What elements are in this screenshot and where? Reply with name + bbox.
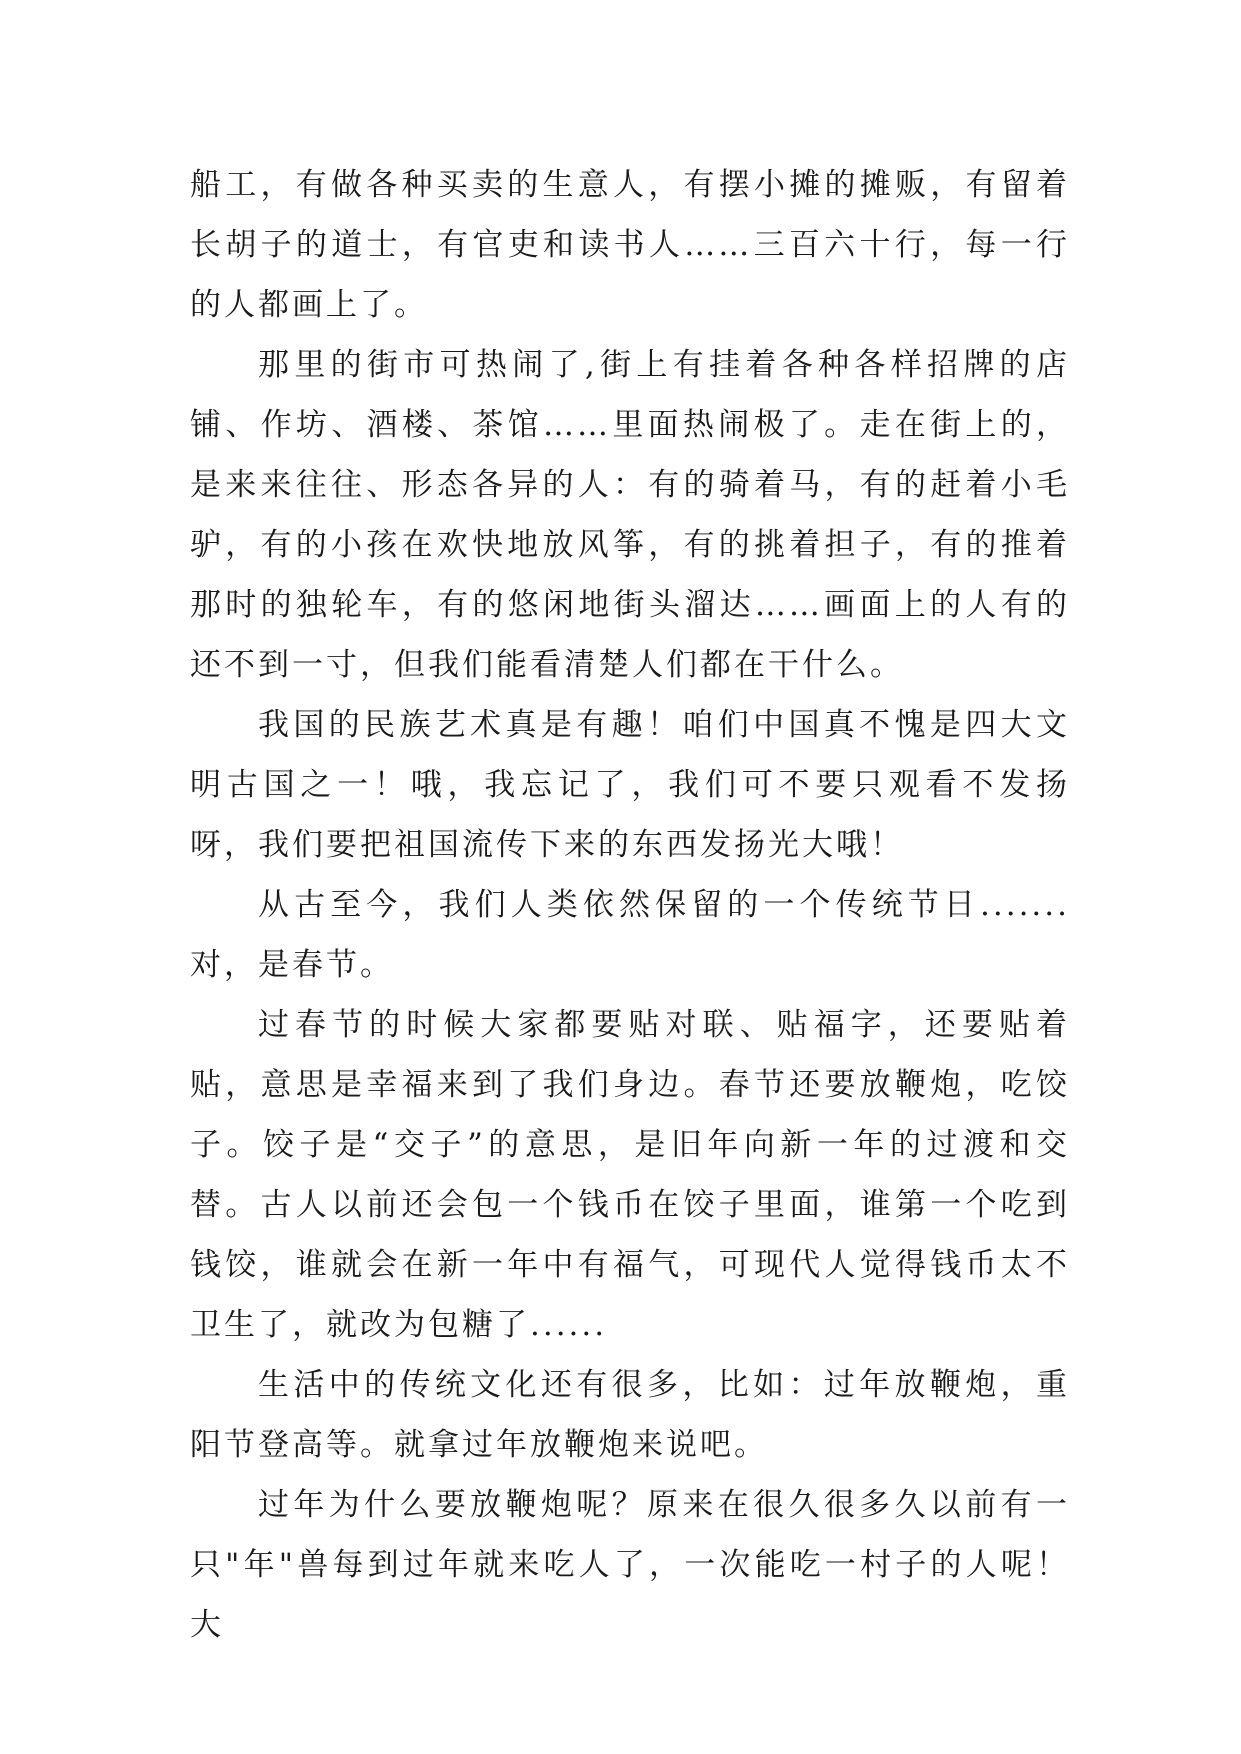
paragraph-7: 过年为什么要放鞭炮呢？原来在很久很多久以前有一只"年"兽每到过年就来吃人了，一次能吃一村子的人呢！大 xyxy=(190,1487,1070,1643)
paragraph-4: 从古至今，我们人类依然保留的一个传统节日.......对，是春节。 xyxy=(190,887,1070,983)
paragraph-3: 我国的民族艺术真是有趣！咱们中国真不愧是四大文明古国之一！哦，我忘记了，我们可不要只观看不发扬呀，我们要把祖国流传下来的东西发扬光大哦！ xyxy=(190,707,1070,863)
document-body xyxy=(190,155,1070,1655)
paragraph-6: 生活中的传统文化还有很多，比如：过年放鞭炮，重阳节登高等。就拿过年放鞭炮来说吧。 xyxy=(190,1367,1070,1463)
paragraph-2: 那里的街市可热闹了,街上有挂着各种各样招牌的店铺、作坊、酒楼、茶馆……里面热闹极了。走在街上的，是来来往往、形态各异的人：有的骑着马，有的赶着小毛驴，有的小孩在欢快地放风筝，有的挑着担子，有的推着那时的独轮车，有的悠闲地街头溜达……画面上的人有的还不到一寸，但我们能看清楚人们都在干什么。 xyxy=(190,347,1070,683)
paragraph-1: 船工，有做各种买卖的生意人，有摆小摊的摊贩，有留着长胡子的道士，有官吏和读书人……三百六十行，每一行的人都画上了。 xyxy=(190,167,1070,323)
paragraph-5: 过春节的时候大家都要贴对联、贴福字，还要贴着贴，意思是幸福来到了我们身边。春节还要放鞭炮，吃饺子。饺子是“交子”的意思，是旧年向新一年的过渡和交替。古人以前还会包一个钱币在饺子里面，谁第一个吃到钱饺，谁就会在新一年中有福气，可现代人觉得钱币太不卫生了，就改为包糖了...... xyxy=(190,1007,1070,1343)
